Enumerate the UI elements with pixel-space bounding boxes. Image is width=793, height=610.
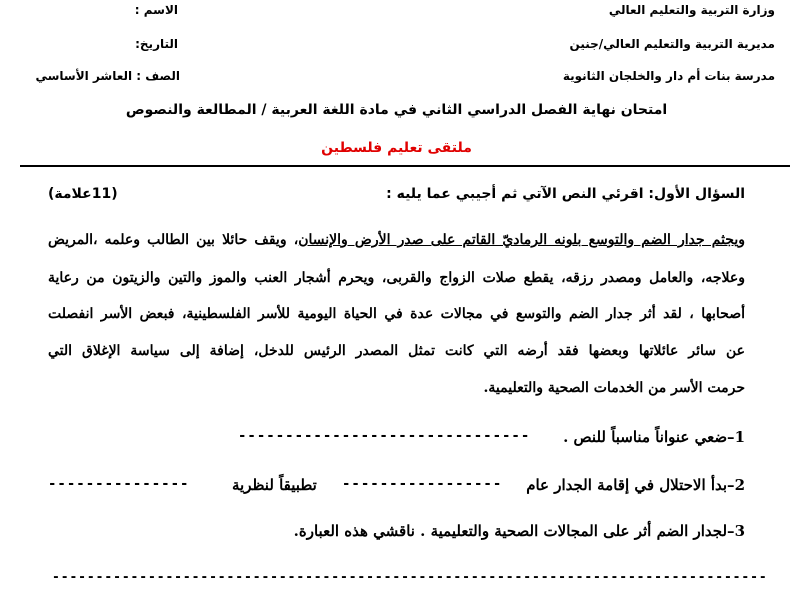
passage-line-3: أصحابها ، لقد أثر جدار الضم والتوسع في مجالات عدة في الحياة اليومية للأسر الفلسطينية، فبعض الأسر انفصلت [48,306,745,322]
passage-line-5: حرمت الأسر من الخدمات الصحية والتعليمية. [483,380,745,396]
passage-line-2: وعلاجه، والعامل ومصدر رزقه، يقطع صلات الزواج والقربى، ويحرم أشجار العنب والموز والتين والزيتون من رعاية [48,270,745,286]
name-label: الاسم : [134,3,178,17]
item-1-answer-blank[interactable]: ------------------------------- [238,428,531,444]
item-2-year-blank[interactable]: ----------------- [342,476,503,492]
divider [20,165,790,167]
ministry-label: وزارة التربية والتعليم العالي [608,3,775,17]
question-heading: السؤال الأول: اقرئي النص الآتي ثم أجيبي عما يليه : [386,186,745,202]
passage-line-1 [48,232,745,248]
marks-label: (11علامة) [48,186,118,202]
passage-underlined: ويجثم جدار الضم والتوسع بلونه الرماديّ القاتم على صدر الأرض والإنسان [298,232,745,248]
item-2-theory-blank[interactable]: --------------- [48,476,190,492]
answer-line[interactable]: ---------------------------------------------------------------------------------- [52,570,768,585]
passage-line-4: عن سائر عائلاتها وبعضها فقد أرضه التي كانت تمثل المصدر الرئيس للدخل، إضافة إلى سياسة الإغلاق التي [48,343,745,359]
item-3-text: 3–لجدار الضم أثر على المجالات الصحية والتعليمية . ناقشي هذه العبارة. [293,522,745,540]
class-label: الصف : العاشر الأساسي [35,69,180,83]
source-title: ملتقى تعليم فلسطين [321,140,472,156]
exam-title: امتحان نهاية الفصل الدراسي الثاني في مادة اللغة العربية / المطالعة والنصوص [125,102,668,118]
item-2-text-theory: تطبيقاً لنظرية [232,476,317,494]
item-1-text: 1–ضعي عنواناً مناسباً للنص . [563,428,745,446]
item-2-text: 2–بدأ الاحتلال في إقامة الجدار عام [526,476,745,494]
school-label: مدرسة بنات أم دار والخلجان الثانوية [562,69,775,83]
passage-line-1-rest: ، ويقف حائلا بين الطالب وعلمه ،المريض [48,232,299,248]
date-label: التاريخ: [135,37,178,51]
directorate-label: مديرية التربية والتعليم العالي/جنين [569,37,775,51]
